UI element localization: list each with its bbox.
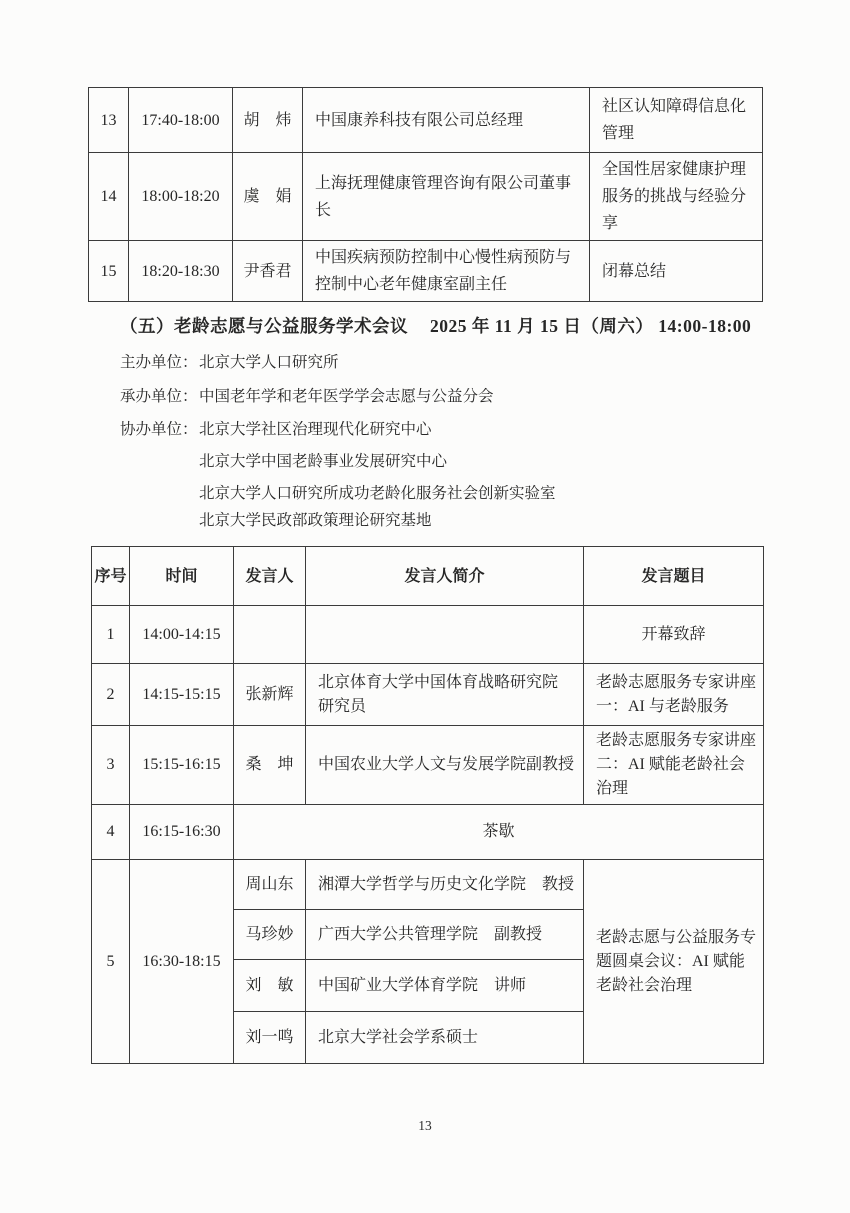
table-row xyxy=(89,88,763,153)
cell-speaker: 刘 敏 xyxy=(234,960,306,1012)
section-datetime: 2025 年 11 月 15 日（周六） 14:00-18:00 xyxy=(430,316,752,336)
page-number: 13 xyxy=(418,1118,432,1133)
cell-topic: 老龄志愿与公益服务专题圆桌会议：AI 赋能老龄社会治理 xyxy=(584,860,764,1064)
cell-topic: 开幕致辞 xyxy=(584,606,764,664)
organizer-line xyxy=(120,483,556,504)
organizer-value: 北京大学社区治理现代化研究中心 xyxy=(199,421,432,438)
cell-topic: 闭幕总结 xyxy=(590,241,763,302)
cell-serial: 13 xyxy=(89,88,129,153)
cell-topic: 老龄志愿服务专家讲座一：AI 与老龄服务 xyxy=(584,664,764,726)
cell-time: 16:15-16:30 xyxy=(130,805,234,860)
cell-speaker: 尹香君 xyxy=(233,241,303,302)
table-row xyxy=(92,664,764,726)
organizer-block xyxy=(120,352,556,531)
organizer-line xyxy=(120,510,556,531)
organizer-label: 主办单位： xyxy=(120,354,198,371)
cell-serial: 4 xyxy=(92,805,130,860)
table-row xyxy=(92,606,764,664)
organizer-value: 北京大学中国老龄事业发展研究中心 xyxy=(199,453,448,470)
section-title: （五）老龄志愿与公益服务学术会议 xyxy=(120,316,408,336)
cell-topic: 老龄志愿服务专家讲座二：AI 赋能老龄社会治理 xyxy=(584,726,764,805)
header-speaker: 发言人 xyxy=(234,547,306,606)
cell-time: 14:15-15:15 xyxy=(130,664,234,726)
organizer-value: 中国老年学和老年医学学会志愿与公益分会 xyxy=(199,388,494,405)
organizer-value: 北京大学民政部政策理论研究基地 xyxy=(199,512,432,529)
table-row-break xyxy=(92,805,764,860)
table-row xyxy=(89,241,763,302)
cell-serial: 1 xyxy=(92,606,130,664)
cell-speaker-intro: 中国康养科技有限公司总经理 xyxy=(303,88,590,153)
cell-speaker: 张新辉 xyxy=(234,664,306,726)
cell-time: 18:20-18:30 xyxy=(129,241,233,302)
table-header-row xyxy=(92,547,764,606)
session-table xyxy=(91,546,764,1064)
cell-topic: 全国性居家健康护理服务的挑战与经验分享 xyxy=(590,153,763,241)
header-speaker-intro: 发言人简介 xyxy=(306,547,584,606)
cell-speaker-intro xyxy=(306,606,584,664)
cell-speaker: 刘一鸣 xyxy=(234,1012,306,1064)
cell-serial: 14 xyxy=(89,153,129,241)
table-row xyxy=(92,726,764,805)
cell-speaker-intro: 广西大学公共管理学院 副教授 xyxy=(306,910,584,960)
cell-speaker: 周山东 xyxy=(234,860,306,910)
cell-speaker-intro: 上海抚理健康管理咨询有限公司董事长 xyxy=(303,153,590,241)
organizer-label: 承办单位： xyxy=(120,388,198,405)
organizer-value: 北京大学人口研究所成功老龄化服务社会创新实验室 xyxy=(199,485,556,502)
header-topic: 发言题目 xyxy=(584,547,764,606)
cell-speaker-intro: 中国农业大学人文与发展学院副教授 xyxy=(306,726,584,805)
section-heading xyxy=(120,313,751,338)
organizer-label: 协办单位： xyxy=(120,421,198,438)
cell-speaker-intro: 中国矿业大学体育学院 讲师 xyxy=(306,960,584,1012)
header-serial: 序号 xyxy=(92,547,130,606)
cell-speaker: 桑 坤 xyxy=(234,726,306,805)
cell-time: 16:30-18:15 xyxy=(130,860,234,1064)
cell-speaker: 马珍妙 xyxy=(234,910,306,960)
cell-time: 15:15-16:15 xyxy=(130,726,234,805)
cell-speaker-intro: 北京大学社会学系硕士 xyxy=(306,1012,584,1064)
cell-time: 18:00-18:20 xyxy=(129,153,233,241)
cell-speaker: 胡 炜 xyxy=(233,88,303,153)
organizer-line xyxy=(120,451,556,472)
cell-speaker xyxy=(234,606,306,664)
table-row xyxy=(92,860,764,910)
cell-serial: 3 xyxy=(92,726,130,805)
cell-serial: 5 xyxy=(92,860,130,1064)
organizer-line xyxy=(120,419,556,440)
organizer-line xyxy=(120,386,556,407)
session-table-continued xyxy=(88,87,763,302)
cell-time: 14:00-14:15 xyxy=(130,606,234,664)
cell-speaker-intro: 北京体育大学中国体育战略研究院 研究员 xyxy=(306,664,584,726)
header-time: 时间 xyxy=(130,547,234,606)
cell-topic: 社区认知障碍信息化管理 xyxy=(590,88,763,153)
cell-speaker-intro: 湘潭大学哲学与历史文化学院 教授 xyxy=(306,860,584,910)
cell-serial: 2 xyxy=(92,664,130,726)
cell-time: 17:40-18:00 xyxy=(129,88,233,153)
cell-break-label: 茶歇 xyxy=(234,805,764,860)
organizer-value: 北京大学人口研究所 xyxy=(199,354,339,371)
cell-speaker-intro: 中国疾病预防控制中心慢性病预防与控制中心老年健康室副主任 xyxy=(303,241,590,302)
table-row xyxy=(89,153,763,241)
organizer-line xyxy=(120,352,556,373)
cell-speaker: 虞 娟 xyxy=(233,153,303,241)
cell-serial: 15 xyxy=(89,241,129,302)
